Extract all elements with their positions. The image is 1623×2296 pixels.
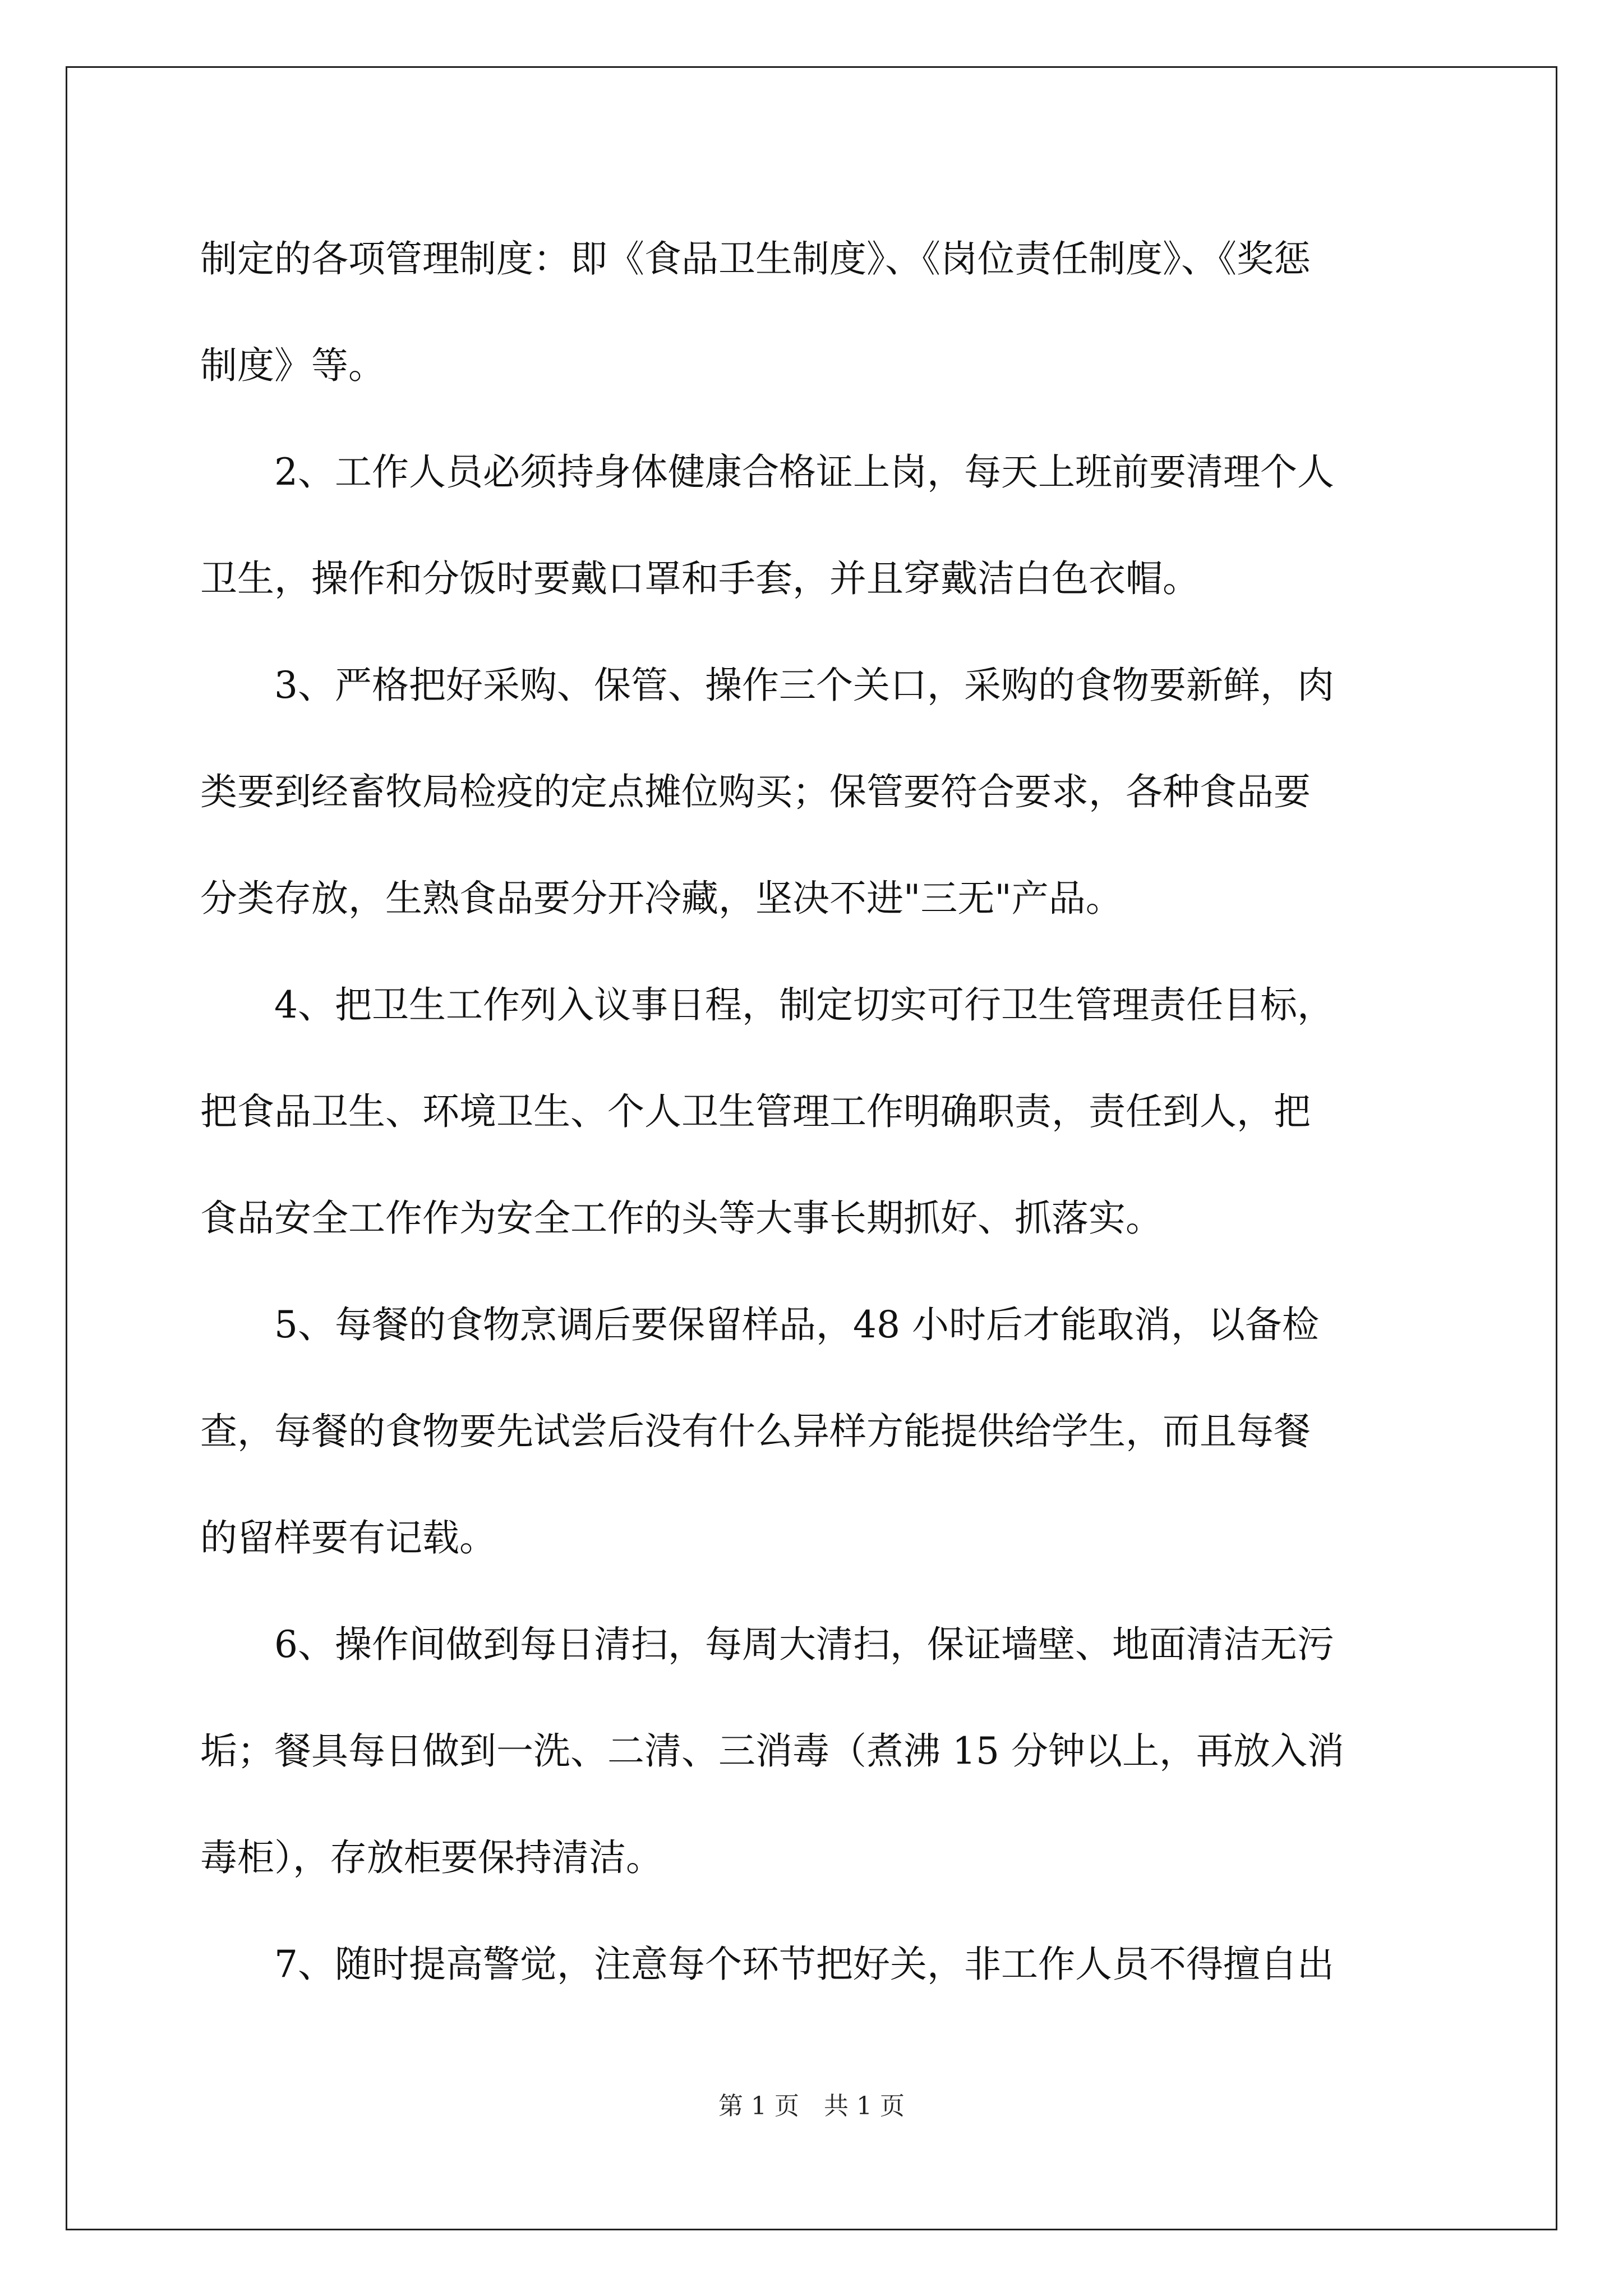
text-line: 制定的各项管理制度：即《食品卫生制度》、《岗位责任制度》、《奖惩	[200, 237, 1311, 280]
text-line: 卫生，操作和分饭时要戴口罩和手套，并且穿戴洁白色衣帽。	[200, 557, 1200, 600]
text-line: 查，每餐的食物要先试尝后没有什么异样方能提供给学生，而且每餐	[200, 1410, 1311, 1453]
text-line: 把食品卫生、环境卫生、个人卫生管理工作明确职责，责任到人，把	[200, 1090, 1311, 1133]
text-line: 2、工作人员必须持身体健康合格证上岗，每天上班前要清理个人	[200, 450, 1334, 494]
text-line: 分类存放，生熟食品要分开冷藏，坚决不进"三无"产品。	[200, 877, 1123, 920]
text-line: 5、每餐的食物烹调后要保留样品，48 小时后才能取消，以备检	[200, 1303, 1319, 1346]
document-body	[200, 206, 1434, 2018]
text-line: 6、操作间做到每日清扫，每周大清扫，保证墙壁、地面清洁无污	[200, 1623, 1334, 1666]
text-line: 3、严格把好采购、保管、操作三个关口，采购的食物要新鲜，肉	[200, 664, 1334, 707]
text-line: 4、把卫生工作列入议事日程，制定切实可行卫生管理责任目标，	[200, 983, 1334, 1027]
page-number: 第 1 页 共 1 页	[718, 2092, 905, 2120]
text-line: 制度》等。	[200, 344, 385, 387]
text-line: 毒柜），存放柜要保持清洁。	[200, 1836, 663, 1879]
text-line: 类要到经畜牧局检疫的定点摊位购买；保管要符合要求，各种食品要	[200, 770, 1311, 813]
text-line: 食品安全工作作为安全工作的头等大事长期抓好、抓落实。	[200, 1197, 1163, 1240]
text-line: 7、随时提高警觉，注意每个环节把好关，非工作人员不得擅自出	[200, 1943, 1334, 1986]
text-line: 的留样要有记载。	[200, 1516, 496, 1559]
text-line: 垢；餐具每日做到一洗、二清、三消毒（煮沸 15 分钟以上，再放入消	[200, 1729, 1344, 1773]
